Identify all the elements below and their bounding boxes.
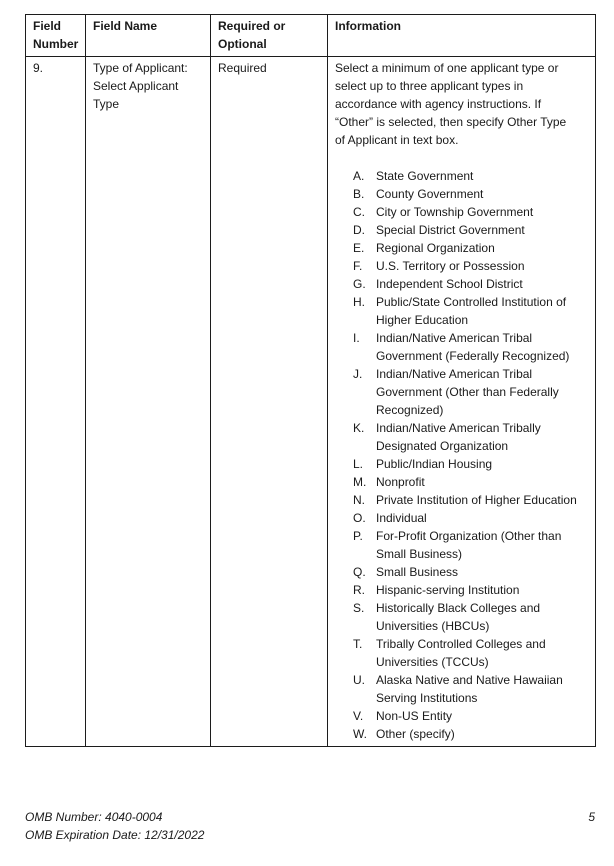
applicant-type-item: [335, 473, 590, 491]
applicant-type-label: Public/Indian Housing: [376, 457, 493, 471]
applicant-type-label: Non-US Entity: [376, 709, 453, 723]
applicant-type-label: Other (specify): [376, 727, 455, 741]
applicant-type-label: Private Institution of Higher Education: [376, 493, 577, 507]
applicant-type-item: [335, 365, 590, 419]
applicant-type-item: [335, 257, 590, 275]
applicant-type-letter: F.: [353, 259, 363, 273]
cell-required-or-optional: Required: [211, 57, 328, 747]
applicant-type-letter: A.: [353, 169, 365, 183]
applicant-type-letter: N.: [353, 493, 365, 507]
applicant-type-label: County Government: [376, 187, 484, 201]
applicant-type-item: [335, 455, 590, 473]
applicant-type-letter: J.: [353, 367, 363, 381]
applicant-type-item: [335, 635, 590, 671]
applicant-type-label: Individual: [376, 511, 427, 525]
applicant-type-letter: B.: [353, 187, 365, 201]
applicant-type-item: [335, 527, 590, 563]
footer-omb-block: [25, 808, 204, 844]
page-number: 5: [588, 810, 595, 824]
applicant-type-item: [335, 671, 590, 707]
applicant-type-letter: C.: [353, 205, 365, 219]
applicant-type-label: Regional Organization: [376, 241, 495, 255]
applicant-type-item: [335, 329, 590, 365]
applicant-type-letter: I.: [353, 331, 360, 345]
applicant-type-letter: K.: [353, 421, 365, 435]
applicant-type-list: [335, 167, 590, 743]
page-footer: [25, 808, 595, 844]
applicant-type-item: [335, 707, 590, 725]
applicant-type-label: Alaska Native and Native Hawaiian Serving Institutions: [376, 673, 563, 705]
applicant-type-letter: R.: [353, 583, 365, 597]
applicant-type-label: Independent School District: [376, 277, 523, 291]
applicant-type-letter: H.: [353, 295, 365, 309]
applicant-type-label: U.S. Territory or Possession: [376, 259, 525, 273]
applicant-type-item: [335, 167, 590, 185]
applicant-type-label: City or Township Government: [376, 205, 534, 219]
cell-information: [328, 57, 596, 747]
applicant-type-item: [335, 419, 590, 455]
applicant-type-letter: T.: [353, 637, 363, 651]
applicant-type-item: [335, 203, 590, 221]
applicant-type-letter: U.: [353, 673, 365, 687]
applicant-type-item: [335, 221, 590, 239]
applicant-type-label: Indian/Native American Tribal Government (Other than Federally Recognized): [376, 367, 559, 417]
field-info-table: [25, 14, 596, 747]
information-intro: Select a minimum of one applicant type or select up to three applicant types in accordance with agency instructions. If “Other” is selected, then specify Other Type of Applicant in text box.: [335, 61, 567, 147]
applicant-type-letter: G.: [353, 277, 366, 291]
applicant-type-item: [335, 563, 590, 581]
applicant-type-letter: W.: [353, 727, 367, 741]
applicant-type-item: [335, 509, 590, 527]
table-row: [26, 57, 596, 747]
applicant-type-item: [335, 599, 590, 635]
cell-field-name: Type of Applicant: Select Applicant Type: [86, 57, 211, 747]
applicant-type-item: [335, 275, 590, 293]
table-header-row: [26, 15, 596, 57]
applicant-type-item: [335, 491, 590, 509]
applicant-type-item: [335, 239, 590, 257]
applicant-type-label: Hispanic-serving Institution: [376, 583, 520, 597]
cell-field-number: 9.: [26, 57, 86, 747]
applicant-type-item: [335, 725, 590, 743]
applicant-type-label: Indian/Native American Tribal Government (Federally Recognized): [376, 331, 570, 363]
applicant-type-item: [335, 185, 590, 203]
col-header-information: Information: [328, 15, 596, 57]
applicant-type-letter: S.: [353, 601, 365, 615]
applicant-type-letter: D.: [353, 223, 365, 237]
applicant-type-letter: Q.: [353, 565, 366, 579]
omb-number: OMB Number: 4040-0004: [25, 810, 163, 824]
applicant-type-label: Small Business: [376, 565, 459, 579]
applicant-type-label: Indian/Native American Tribally Designated Organization: [376, 421, 541, 453]
applicant-type-label: State Government: [376, 169, 474, 183]
col-header-field-number: Field Number: [26, 15, 86, 57]
applicant-type-letter: M.: [353, 475, 367, 489]
applicant-type-label: Nonprofit: [376, 475, 425, 489]
applicant-type-letter: L.: [353, 457, 364, 471]
applicant-type-label: For-Profit Organization (Other than Small Business): [376, 529, 562, 561]
applicant-type-letter: E.: [353, 241, 365, 255]
applicant-type-letter: O.: [353, 511, 366, 525]
applicant-type-label: Public/State Controlled Institution of Higher Education: [376, 295, 567, 327]
applicant-type-label: Tribally Controlled Colleges and Universities (TCCUs): [376, 637, 546, 669]
col-header-field-name: Field Name: [86, 15, 211, 57]
applicant-type-letter: P.: [353, 529, 363, 543]
omb-expiration-date: OMB Expiration Date: 12/31/2022: [25, 828, 205, 842]
applicant-type-label: Historically Black Colleges and Universities (HBCUs): [376, 601, 541, 633]
col-header-required-or-optional: Required or Optional: [211, 15, 328, 57]
applicant-type-item: [335, 293, 590, 329]
applicant-type-item: [335, 581, 590, 599]
applicant-type-letter: V.: [353, 709, 364, 723]
applicant-type-label: Special District Government: [376, 223, 525, 237]
